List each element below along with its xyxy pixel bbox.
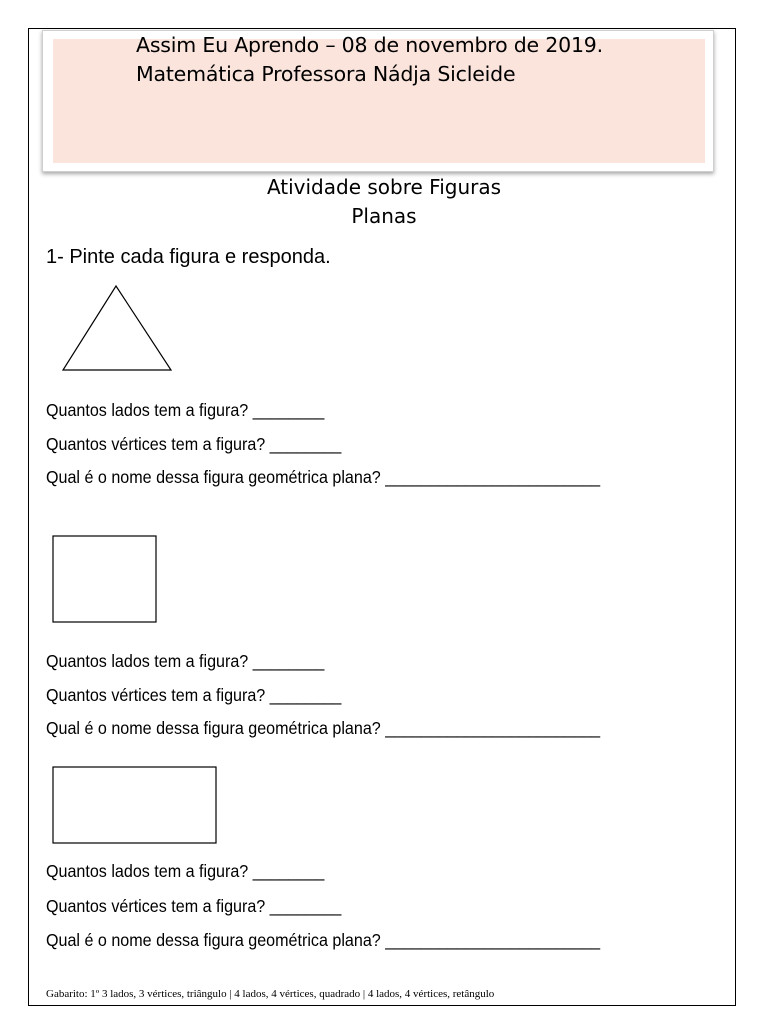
question-sides-3: Quantos lados tem a figura? ________	[46, 861, 325, 881]
instruction: 1- Pinte cada figura e responda.	[46, 246, 331, 268]
page-title: Atividade sobre Figuras	[266, 175, 502, 199]
question-name-3: Qual é o nome dessa figura geométrica plana? ________________________	[46, 930, 601, 950]
header-fill	[53, 39, 705, 163]
header-line-date: Assim Eu Aprendo – 08 de novembro de 2019.	[136, 33, 603, 57]
question-vertices-2: Quantos vértices tem a figura? ________	[46, 685, 342, 705]
question-sides-2: Quantos lados tem a figura? ________	[46, 651, 325, 671]
triangle-figure	[60, 284, 174, 374]
rectangle-figure	[52, 766, 218, 844]
question-vertices-1: Quantos vértices tem a figura? ________	[46, 434, 342, 454]
square-figure	[52, 535, 158, 623]
header-line-teacher: Matemática Professora Nádja Sicleide	[136, 62, 516, 86]
answer-key: Gabarito: 1º 3 lados, 3 vértices, triângulo | 4 lados, 4 vértices, quadrado | 4 lados, 4 vértices, retângulo	[46, 988, 495, 1000]
question-vertices-3: Quantos vértices tem a figura? ________	[46, 896, 342, 916]
question-name-1: Qual é o nome dessa figura geométrica plana? ________________________	[46, 467, 601, 487]
question-name-2: Qual é o nome dessa figura geométrica plana? ________________________	[46, 718, 601, 738]
question-sides-1: Quantos lados tem a figura? ________	[46, 400, 325, 420]
page-title-continued: Planas	[351, 204, 417, 228]
